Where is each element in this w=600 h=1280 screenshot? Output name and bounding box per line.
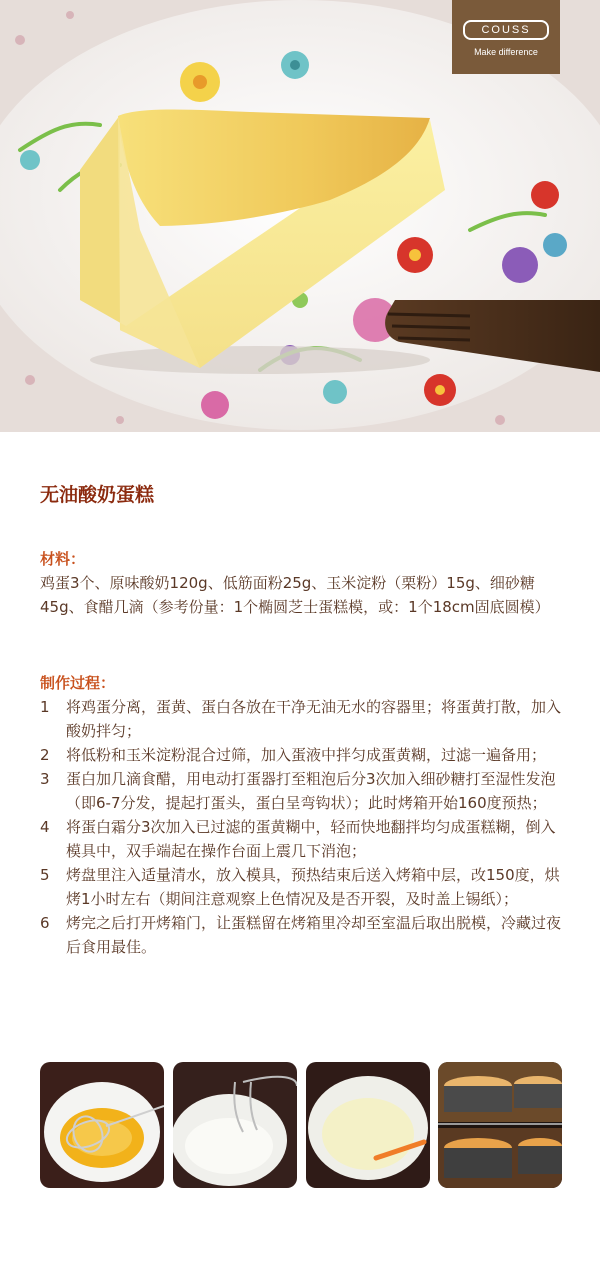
- brand-tagline: Make difference: [474, 47, 538, 57]
- steps-heading: 制作过程：: [40, 674, 116, 692]
- step-item: [40, 911, 565, 959]
- ingredients-heading: 材料：: [40, 550, 86, 568]
- hero-cake-photo: [0, 0, 600, 432]
- step-text: 烤盘里注入适量清水，放入模具，预热结束后送入烤箱中层，改150度，烘烤1小时左右（期间注意观察上色情况及是否开裂，及时盖上锡纸）；: [66, 866, 560, 908]
- step-item: [40, 695, 565, 743]
- step-text: 将蛋白霜分3次加入已过滤的蛋黄糊中，轻而快地翻拌均匀成蛋糕糊，倒入模具中，双手端起在操作台面上震几下消泡；: [66, 818, 556, 860]
- photo-mixing-batter: [306, 1062, 430, 1188]
- step-number: 2: [40, 746, 50, 764]
- step-item: [40, 863, 565, 911]
- step-number: 5: [40, 866, 50, 884]
- step-text: 烤完之后打开烤箱门，让蛋糕留在烤箱里冷却至室温后取出脱模，冷藏过夜后食用最佳。: [66, 914, 562, 956]
- step-item: [40, 743, 565, 767]
- recipe-title: 无油酸奶蛋糕: [40, 484, 155, 506]
- step-number: 1: [40, 698, 50, 716]
- steps-list: [40, 695, 565, 959]
- photo-whisking-yolks: [40, 1062, 164, 1188]
- step-item: [40, 767, 565, 815]
- step-text: 将鸡蛋分离，蛋黄、蛋白各放在干净无油无水的容器里；将蛋黄打散，加入酸奶拌匀；: [66, 698, 562, 740]
- photo-whipping-whites: [173, 1062, 297, 1188]
- brand-name: COUSS: [463, 20, 549, 40]
- step-number: 4: [40, 818, 50, 836]
- photo-oven-baking: [438, 1062, 562, 1188]
- step-number: 3: [40, 770, 50, 788]
- step-text: 蛋白加几滴食醋，用电动打蛋器打至粗泡后分3次加入细砂糖打至湿性发泡（即6-7分发，提起打蛋头，蛋白呈弯钩状）；此时烤箱开始160度预热；: [66, 770, 556, 812]
- ingredients-text: 鸡蛋3个、原味酸奶120g、低筋面粉25g、玉米淀粉（栗粉）15g、细砂糖45g、食醋几滴（参考份量：1个椭圆芝士蛋糕模，或：1个18cm固底圆模）: [40, 574, 550, 616]
- brand-logo: [452, 0, 560, 74]
- step-text: 将低粉和玉米淀粉混合过筛，加入蛋液中拌匀成蛋黄糊，过滤一遍备用；: [66, 746, 547, 764]
- step-number: 6: [40, 914, 50, 932]
- step-photos: [40, 1062, 562, 1188]
- step-item: [40, 815, 565, 863]
